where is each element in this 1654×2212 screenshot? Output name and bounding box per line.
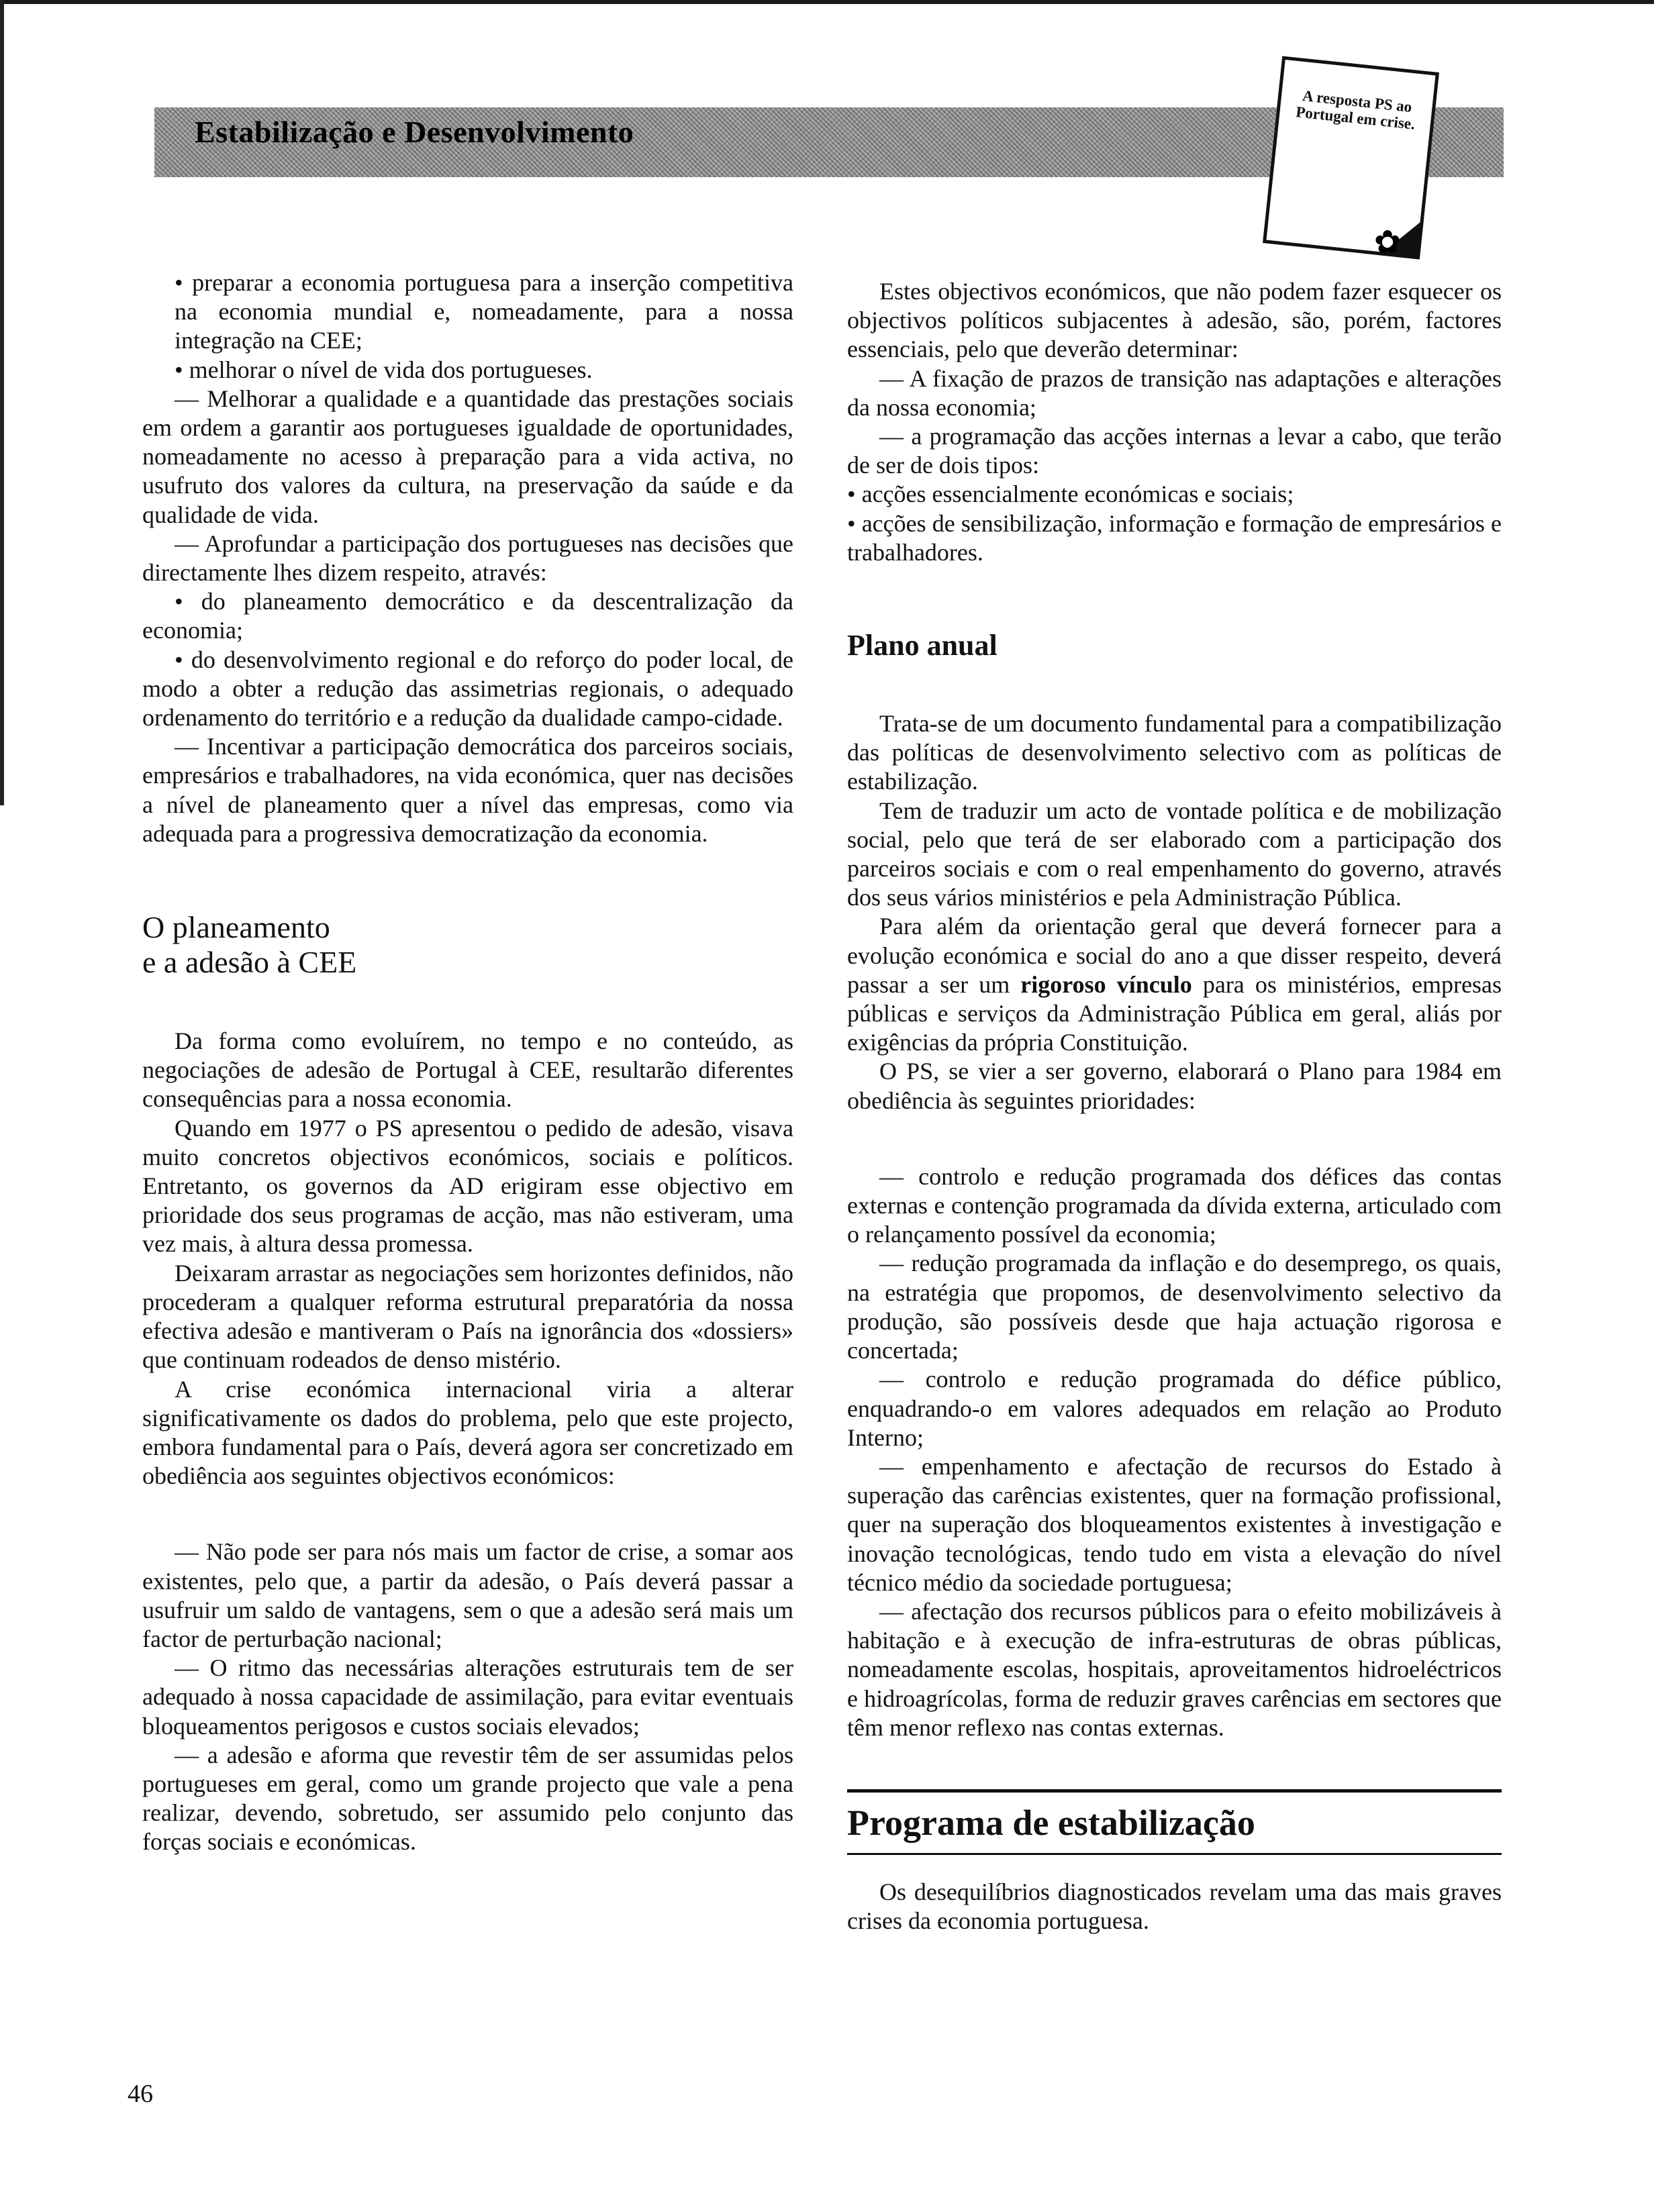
divider	[847, 1789, 1502, 1793]
paragraph: O PS, se vier a ser governo, elaborará o Plano para 1984 em obediência às seguintes prioridades:	[847, 1058, 1502, 1114]
section-tag: Estabilização e Desenvolvimento	[195, 115, 634, 149]
heading-line: e a adesão à CEE	[142, 945, 357, 980]
divider	[847, 1853, 1502, 1855]
priority-item: — afectação dos recursos públicos para o efeito mobilizáveis à habitação e à execução de infra-estruturas de obras públicas, nomeadamente escolas, hospitais, aproveitamentos hidroeléctricos e hidroagrícolas, forma de reduzir graves carências em sectores que têm menor reflexo nas contas externas.	[847, 1597, 1502, 1741]
paragraph: — A fixação de prazos de transição nas adaptações e alterações da nossa economia;	[847, 364, 1502, 421]
left-column	[142, 268, 793, 1857]
scan-border-left	[0, 0, 4, 805]
objective-item: — a adesão e aforma que revestir têm de ser assumidas pelos portugueses em geral, como um grande projecto que vale a pena realizar, devendo, sobretudo, ser assumido pelo conjunto das forças sociais e económicas.	[142, 1741, 793, 1856]
bullet-item: • melhorar o nível de vida dos portugueses.	[175, 356, 593, 383]
priority-item: — controlo e redução programada do défice público, enquadrando-o em valores adequados em relação ao Produto Interno;	[847, 1366, 1502, 1451]
ps-logo	[1263, 56, 1439, 259]
bullet-item: • do planeamento democrático e da descentralização da economia;	[142, 588, 793, 644]
paragraph: A crise económica internacional viria a alterar significativamente os dados do problema, pelo que este projecto, embora fundamental para o País, deverá agora ser concretizado em obediência aos seguintes objectivos económicos:	[142, 1375, 793, 1490]
logo-text: A resposta PS ao Portugal em crise.	[1295, 87, 1416, 133]
bullet-item: • acções de sensibilização, informação e formação de empresários e trabalhadores.	[847, 509, 1502, 566]
text-run: Para além da orientação geral que deverá fornecer para a evolução económica e social do ano a que disser respeito, deverá passar a ser um	[847, 913, 1502, 998]
text-run: para os ministérios, empresas públicas e serviços da Administração Pública em geral, aliás por exigências da própria Constituição.	[847, 970, 1502, 1056]
heading-plano-anual: Plano anual	[847, 629, 998, 662]
priority-item: — empenhamento e afectação de recursos do Estado à superação das carências existentes, quer na formação profissional, quer na superação dos bloqueamentos existentes à investigação e inovação tecnológicas, tendo tudo em vista a elevação do nível técnico médio da sociedade portuguesa;	[847, 1452, 1502, 1596]
paragraph: Os desequilíbrios diagnosticados revelam uma das mais graves crises da economia portuguesa.	[847, 1878, 1502, 1935]
paragraph: — Aprofundar a participação dos portugueses nas decisões que directamente lhes dizem respeito, através:	[142, 530, 793, 587]
paragraph: — Melhorar a qualidade e a quantidade das prestações sociais em ordem a garantir aos portugueses igualdade de oportunidades, nomeadamente no acesso à preparação para a vida activa, no usufruto dos valores da cultura, na preservação da saúde e da qualidade de vida.	[142, 385, 793, 528]
bullet-item: • preparar a economia portuguesa para a inserção competitiva na economia mundial e, nomeadamente, para a nossa integração na CEE;	[175, 269, 793, 354]
paragraph: — Incentivar a participação democrática dos parceiros sociais, empresários e trabalhadores, na vida económica, quer nas decisões a nível de planeamento quer a nível das empresas, como via adequada para a progressiva democratização da economia.	[142, 733, 793, 847]
bullet-item: • acções essencialmente económicas e sociais;	[847, 481, 1294, 508]
bold-text: rigoroso vínculo	[1020, 970, 1192, 998]
right-column	[847, 277, 1502, 1936]
scan-border-top	[0, 0, 1654, 4]
heading-line: O planeamento	[142, 910, 330, 945]
page-number: 46	[128, 2080, 153, 2108]
paragraph: Estes objectivos económicos, que não podem fazer esquecer os objectivos políticos subjacentes à adesão, são, porém, factores essenciais, pelo que deverão determinar:	[847, 278, 1502, 363]
paragraph: Tem de traduzir um acto de vontade política e de mobilização social, pelo que terá de ser elaborado com a participação dos parceiros sociais e com o real empenhamento do governo, através dos seus vários ministérios e pela Administração Pública.	[847, 797, 1502, 911]
heading-planeamento	[142, 910, 793, 980]
paragraph: Quando em 1977 o PS apresentou o pedido de adesão, visava muito concretos objectivos económicos, sociais e políticos. Entretanto, os governos da AD erigiram esse objectivo em prioridade dos seus programas de acção, mas não estiveram, uma vez mais, à altura dessa promessa.	[142, 1114, 793, 1258]
paragraph: — a programação das acções internas a levar a cabo, que terão de ser de dois tipos:	[847, 423, 1502, 479]
objective-item: — O ritmo das necessárias alterações estruturais tem de ser adequado à nossa capacidade de assimilação, para evitar eventuais bloqueamentos perigosos e custos sociais elevados;	[142, 1654, 793, 1740]
paragraph: Trata-se de um documento fundamental para a compatibilização das políticas de desenvolvimento selectivo com as políticas de estabilização.	[847, 710, 1502, 795]
paragraph: Da forma como evoluírem, no tempo e no conteúdo, as negociações de adesão de Portugal à CEE, resultarão diferentes consequências para a nossa economia.	[142, 1027, 793, 1113]
rose-icon: ✿	[1373, 225, 1402, 260]
priority-item: — redução programada da inflação e do desemprego, os quais, na estratégia que propomos, de desenvolvimento selectivo da produção, são possíveis desde que haja actuação rigorosa e concertada;	[847, 1250, 1502, 1364]
objective-item: — Não pode ser para nós mais um factor de crise, a somar aos existentes, pelo que, a partir da adesão, o País deverá passar a usufruir um saldo de vantagens, sem o que a adesão será mais um factor de perturbação nacional;	[142, 1538, 793, 1652]
paragraph: Deixaram arrastar as negociações sem horizontes definidos, não procederam a qualquer reforma estrutural preparatória da nossa efectiva adesão e mantiveram o País na ignorância dos «dossiers» que continuam rodeados de denso mistério.	[142, 1259, 793, 1374]
bullet-item: • do desenvolvimento regional e do reforço do poder local, de modo a obter a redução das assimetrias regionais, o adequado ordenamento do território e a redução da dualidade campo-cidade.	[142, 646, 793, 732]
priority-item: — controlo e redução programada dos défices das contas externas e contenção programada da dívida externa, articulado com o relançamento possível da economia;	[847, 1162, 1502, 1248]
paragraph	[847, 912, 1502, 1057]
heading-programa: Programa de estabilização	[847, 1802, 1255, 1843]
